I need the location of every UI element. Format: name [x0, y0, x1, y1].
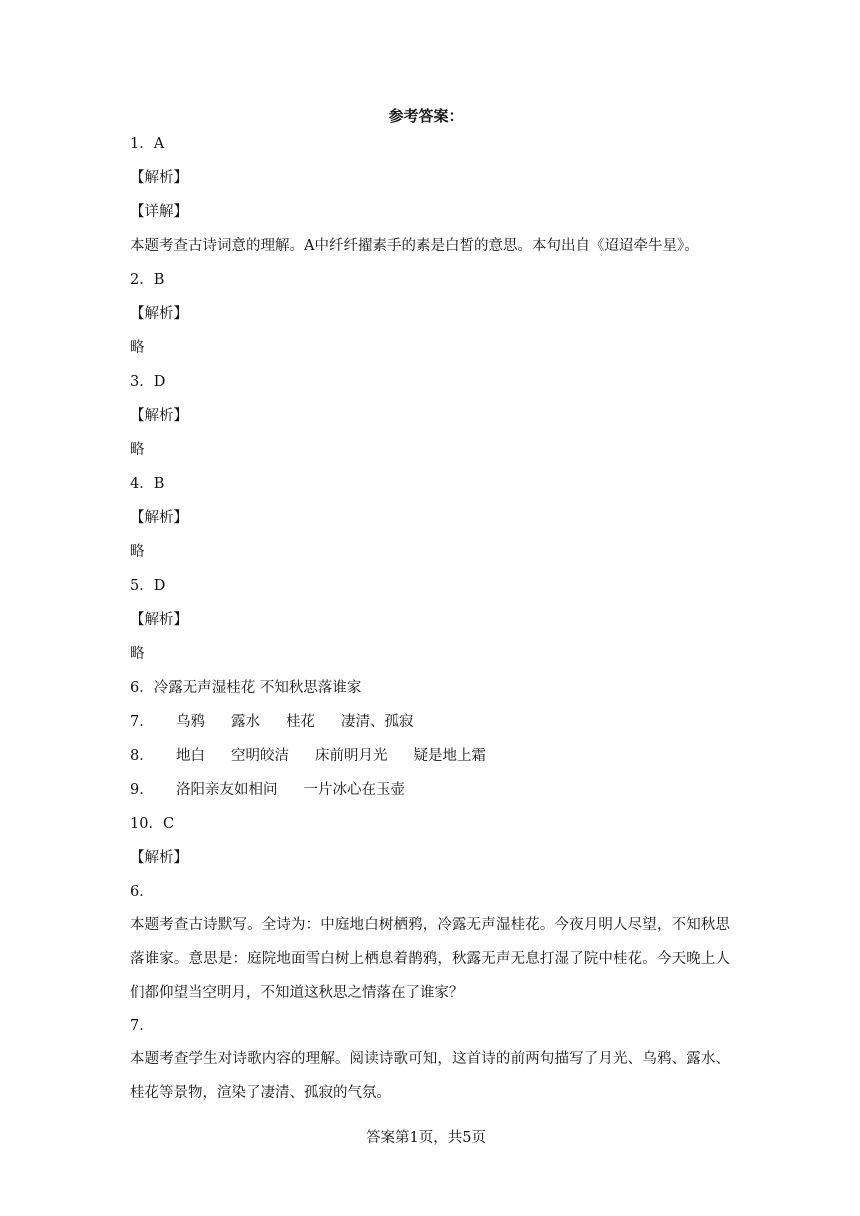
page-title: 参考答案：: [388, 107, 464, 125]
explanation-1: 本题考查古诗词意的理解。A中纤纤擢素手的素是白皙的意思。本句出自《迢迢牵牛星》。: [130, 238, 699, 254]
answer-8: [130, 746, 730, 766]
answer-9-blank-1: 洛阳亲友如相问: [176, 782, 278, 798]
page-footer: 答案第1页，共5页: [366, 1130, 486, 1146]
answer-5: 5．D: [130, 578, 166, 594]
omitted-5: 略: [130, 646, 145, 662]
answer-7-blank-4: 凄清、孤寂: [341, 714, 414, 730]
answer-6: 6．冷露无声湿桂花 不知秋思落谁家: [130, 680, 362, 696]
answer-7-blank-3: 桂花: [286, 714, 315, 730]
analysis-label-10: 【解析】: [130, 850, 188, 866]
note-6-number: 6．: [130, 884, 154, 900]
note-6-text: 本题考查古诗默写。全诗为：中庭地白树栖鸦，冷露无声湿桂花。今夜月明人尽望，不知秋思落谁家。意思是：庭院地面雪白树上栖息着鹊鸦，秋露无声无息打湿了院中桂花。今天晚上人们都仰望当空明月，不知道这秋思之情落在了谁家？: [130, 917, 730, 1001]
note-7-text: 本题考查学生对诗歌内容的理解。阅读诗歌可知，这首诗的前两句描写了月光、乌鸦、露水、桂花等景物，渲染了凄清、孤寂的气氛。: [130, 1051, 730, 1101]
analysis-label-5: 【解析】: [130, 612, 188, 628]
answer-9-blank-2: 一片冰心在玉壶: [303, 782, 405, 798]
answer-8-blank-4: 疑是地上霜: [413, 748, 486, 764]
answer-8-number: 8．: [130, 748, 154, 764]
answer-7-blank-1: 乌鸦: [176, 714, 205, 730]
answer-2: 2．B: [130, 272, 165, 288]
answer-9: [130, 780, 730, 800]
answer-3: 3．D: [130, 374, 166, 390]
analysis-label-3: 【解析】: [130, 408, 188, 424]
answer-4: 4．B: [130, 476, 165, 492]
answer-content: [130, 134, 730, 1110]
detail-label-1: 【详解】: [130, 204, 188, 220]
note-7-number: 7．: [130, 1018, 154, 1034]
answer-9-number: 9．: [130, 782, 154, 798]
omitted-2: 略: [130, 340, 145, 356]
answer-8-blank-3: 床前明月光: [315, 748, 388, 764]
omitted-3: 略: [130, 442, 145, 458]
answer-7: [130, 712, 730, 732]
omitted-4: 略: [130, 544, 145, 560]
answer-1: 1．A: [130, 136, 165, 152]
analysis-label-4: 【解析】: [130, 510, 188, 526]
answer-10: 10．C: [130, 816, 175, 832]
answer-7-number: 7．: [130, 714, 154, 730]
analysis-label-1: 【解析】: [130, 170, 188, 186]
answer-8-blank-1: 地白: [176, 748, 205, 764]
answer-7-blank-2: 露水: [231, 714, 260, 730]
analysis-label-2: 【解析】: [130, 306, 188, 322]
answer-8-blank-2: 空明皎洁: [231, 748, 289, 764]
